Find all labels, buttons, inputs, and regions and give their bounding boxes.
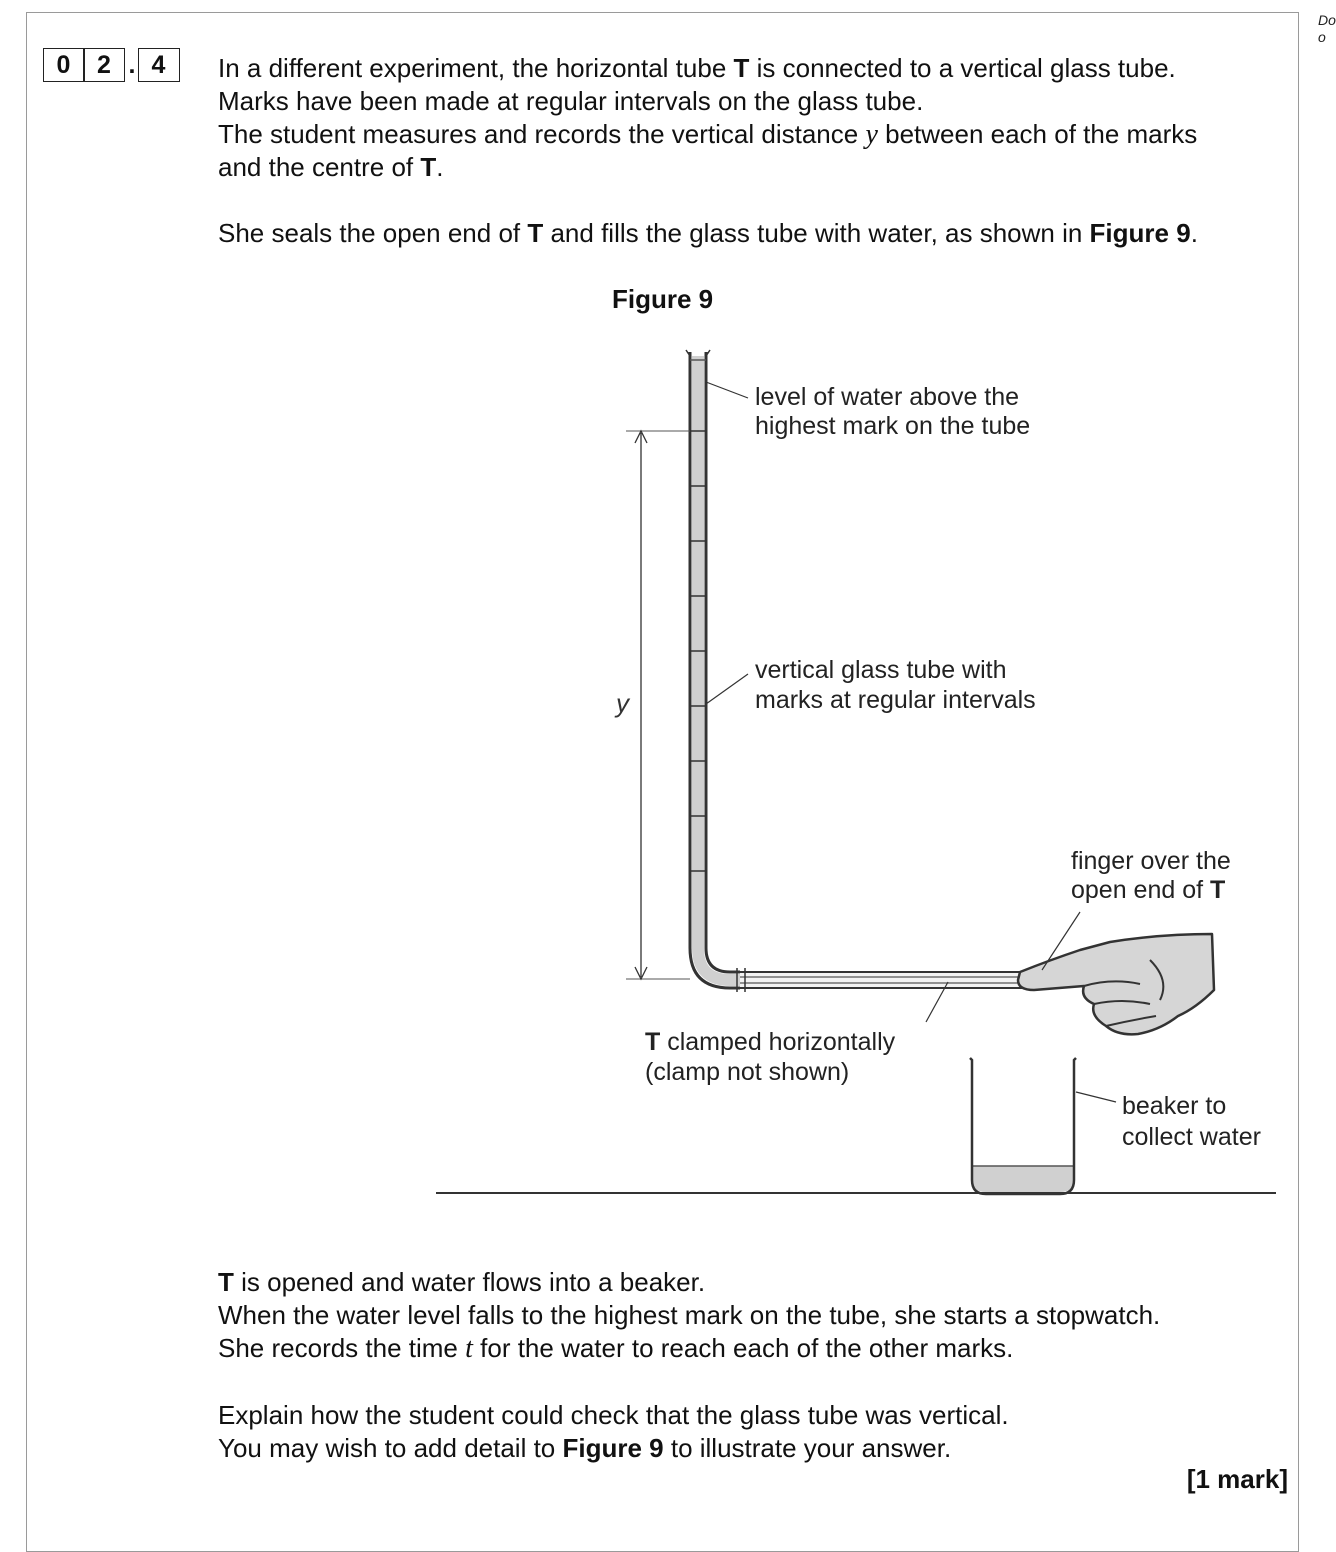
question-dot: .: [128, 50, 136, 79]
label-clamp: (clamp not shown): [645, 1058, 850, 1086]
figure-title: Figure 9: [612, 284, 714, 314]
question-digit: 0: [43, 48, 85, 82]
label-glass-tube: vertical glass tube with: [755, 656, 1007, 684]
vertical-tube-water: [692, 356, 704, 948]
label-glass-tube: marks at regular intervals: [755, 686, 1036, 714]
margin-note: Do o: [1318, 12, 1336, 45]
label-clamp: T clamped horizontally: [645, 1028, 896, 1056]
label-water-level: level of water above the: [755, 383, 1020, 411]
question-digit: 4: [138, 48, 180, 82]
label-water-level: highest mark on the tube: [755, 412, 1031, 440]
intro-paragraph: In a different experiment, the horizontal tube T is connected to a vertical glass tube. Marks have been made at regular intervals on the glass tube. The student measures and records the vertical distance y between each of the marks and the centre of T.: [218, 53, 1198, 182]
tube-t-body: [740, 972, 1025, 988]
seal-paragraph: She seals the open end of T and fills the glass tube with water, as shown in Figure 9.: [218, 218, 1198, 248]
question-digit: 2: [83, 48, 125, 82]
y-dimension-label: y: [616, 688, 629, 718]
hand-icon: [1018, 934, 1214, 1034]
label-beaker: beaker to: [1122, 1092, 1227, 1120]
beaker-water: [972, 1166, 1074, 1192]
label-beaker: collect water: [1122, 1123, 1261, 1151]
leader-beaker: [1076, 1092, 1116, 1102]
procedure-paragraph: T is opened and water flows into a beaker. When the water level falls to the highest mark on the tube, she starts a stopwatch. She records the time t for the water to reach each of the other marks.: [218, 1267, 1161, 1364]
task-paragraph: Explain how the student could check that the glass tube was vertical. You may wish to add detail to Figure 9 to illustrate your answer.: [218, 1400, 1009, 1463]
mark-allocation: [1 mark]: [1186, 1464, 1288, 1494]
label-finger: finger over the: [1071, 847, 1231, 875]
bend-inner-wall: [706, 948, 740, 972]
leader-water-level: [706, 382, 748, 398]
label-finger: open end of T: [1071, 876, 1226, 904]
bend-water: [698, 948, 740, 980]
leader-glass-tube: [706, 674, 748, 704]
